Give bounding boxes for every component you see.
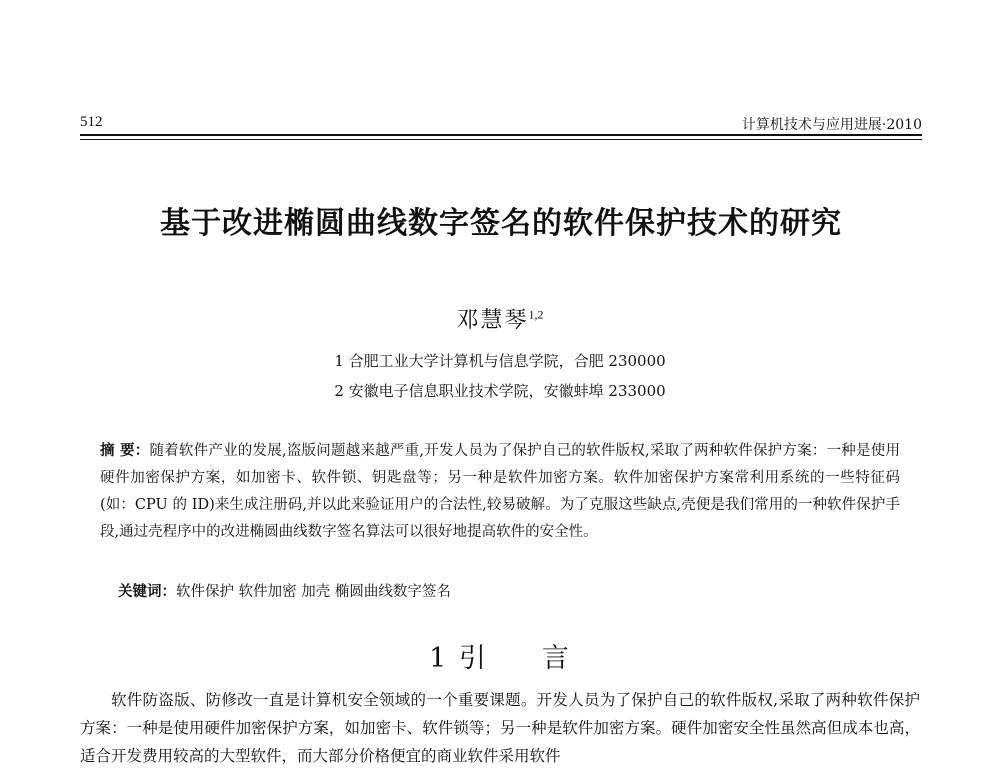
- author-name: 邓慧琴: [456, 308, 529, 333]
- header-rule-thin: [80, 139, 922, 140]
- author-superscript: 1,2: [528, 307, 544, 322]
- author-line: [0, 303, 1000, 334]
- header-rule-thick: [80, 134, 922, 136]
- abstract-text: 随着软件产业的发展,盗版问题越来越严重,开发人员为了保护自己的软件版权,采取了两种软件保护方案：一种是使用硬件加密保护方案，如加密卡、软件锁、钥匙盘等；另一种是软件加密方案。软件加密保护方案常利用系统的一些特征码(如：CPU 的 ID)来生成注册码,并以此来验证用户的合法性,较易破解。为了克服这些缺点,壳便是我们常用的一种软件保护手段,通过壳程序中的改进椭圆曲线数字签名算法可以很好地提高软件的安全性。: [100, 443, 900, 540]
- affiliation-2: 2 安徽电子信息职业技术学院，安徽蚌埠 233000: [334, 382, 666, 400]
- keywords-text: 软件保护 软件加密 加壳 椭圆曲线数字签名: [176, 584, 451, 600]
- keywords: [118, 580, 451, 601]
- abstract-label: 摘 要：: [100, 442, 150, 459]
- keywords-label: 关键词：: [118, 583, 176, 600]
- affiliation-1: 1 合肥工业大学计算机与信息学院，合肥 230000: [334, 352, 666, 370]
- page-number: 512: [80, 114, 103, 130]
- section-heading: [0, 636, 1000, 675]
- abstract: [100, 437, 900, 546]
- section-title-part1: 引: [458, 643, 488, 674]
- section-number: 1: [429, 643, 449, 674]
- section-body: 软件防盗版、防修改一直是计算机安全领域的一个重要课题。开发人员为了保护自己的软件版权,采取了两种软件保护方案：一种是使用硬件加密保护方案，如加密卡、软件锁等；另一种是软件加密方案。硬件加密安全性虽然高但成本也高，适合开发费用较高的大型软件，而大部分价格便宜的商业软件采用软件: [80, 691, 920, 765]
- paper-title: 基于改进椭圆曲线数字签名的软件保护技术的研究: [160, 206, 842, 241]
- running-title: 计算机技术与应用进展·2010: [741, 117, 922, 133]
- section-title-part2: 言: [541, 643, 571, 674]
